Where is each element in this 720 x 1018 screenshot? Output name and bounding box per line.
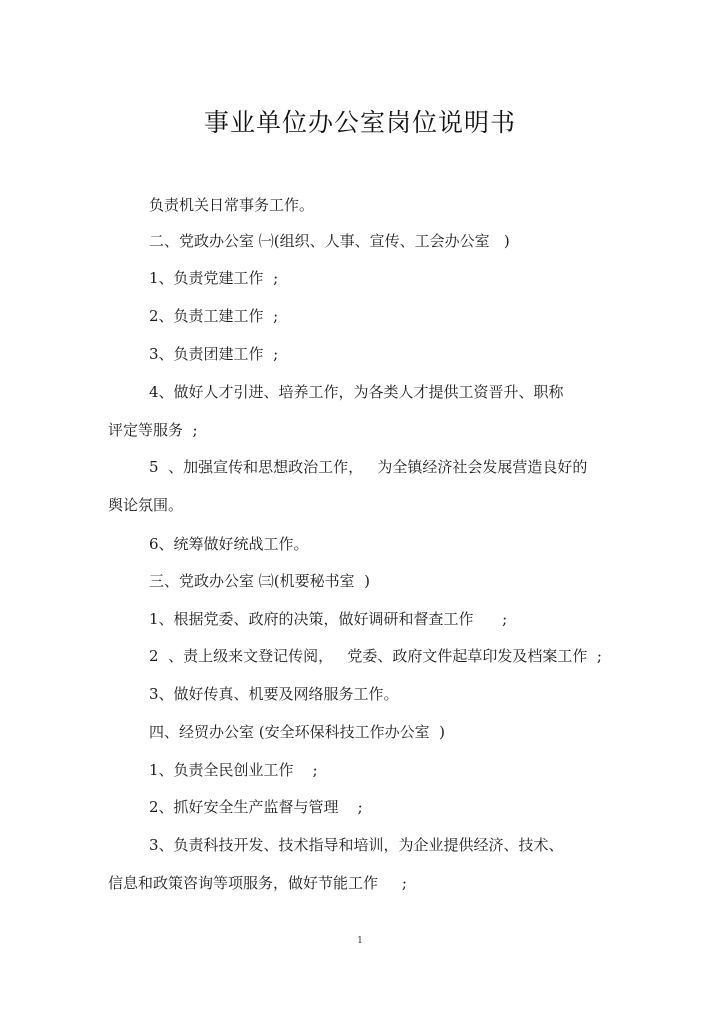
- section-heading: 四、经贸办公室 (安全环保科技工作办公室 ): [149, 723, 446, 741]
- page-number: 1: [357, 936, 363, 946]
- paragraph-line: 5 、加强宣传和思想政治工作， 为全镇经济社会发展营造良好的: [149, 458, 588, 476]
- paragraph-line: 2 、责上级来文登记传阅， 党委、政府文件起草印发及档案工作 ;: [149, 647, 602, 665]
- document-title: 事业单位办公室岗位说明书: [203, 108, 516, 137]
- paragraph-line: 3、负责团建工作 ;: [149, 345, 279, 363]
- section-heading: 三、党政办公室 ㈢(机要秘书室 ): [149, 572, 371, 590]
- paragraph-line: 负责机关日常事务工作。: [149, 196, 315, 214]
- paragraph-line: 4、做好人才引进、培养工作，为各类人才提供工资晋升、职称: [149, 383, 564, 401]
- paragraph-line: 1、负责党建工作 ;: [149, 269, 279, 287]
- paragraph-line: 1、根据党委、政府的决策，做好调研和督查工作 ;: [149, 610, 508, 628]
- paragraph-line: 3、做好传真、机要及网络服务工作。: [149, 685, 399, 703]
- paragraph-line: 6、统筹做好统战工作。: [149, 535, 309, 553]
- paragraph-line: 舆论氛围。: [108, 496, 184, 514]
- section-heading: 二、党政办公室 ㈠(组织、人事、宣传、工会办公室 ): [149, 232, 510, 250]
- paragraph-line: 2、抓好安全生产监督与管理 ;: [149, 798, 363, 816]
- paragraph-line: 评定等服务 ;: [108, 421, 198, 439]
- paragraph-line: 信息和政策咨询等项服务，做好节能工作 ;: [108, 874, 407, 892]
- paragraph-line: 1、负责全民创业工作 ;: [149, 761, 318, 779]
- paragraph-line: 2、负责工建工作 ;: [149, 307, 279, 325]
- paragraph-line: 3、负责科技开发、技术指导和培训，为企业提供经济、技术、: [149, 836, 564, 854]
